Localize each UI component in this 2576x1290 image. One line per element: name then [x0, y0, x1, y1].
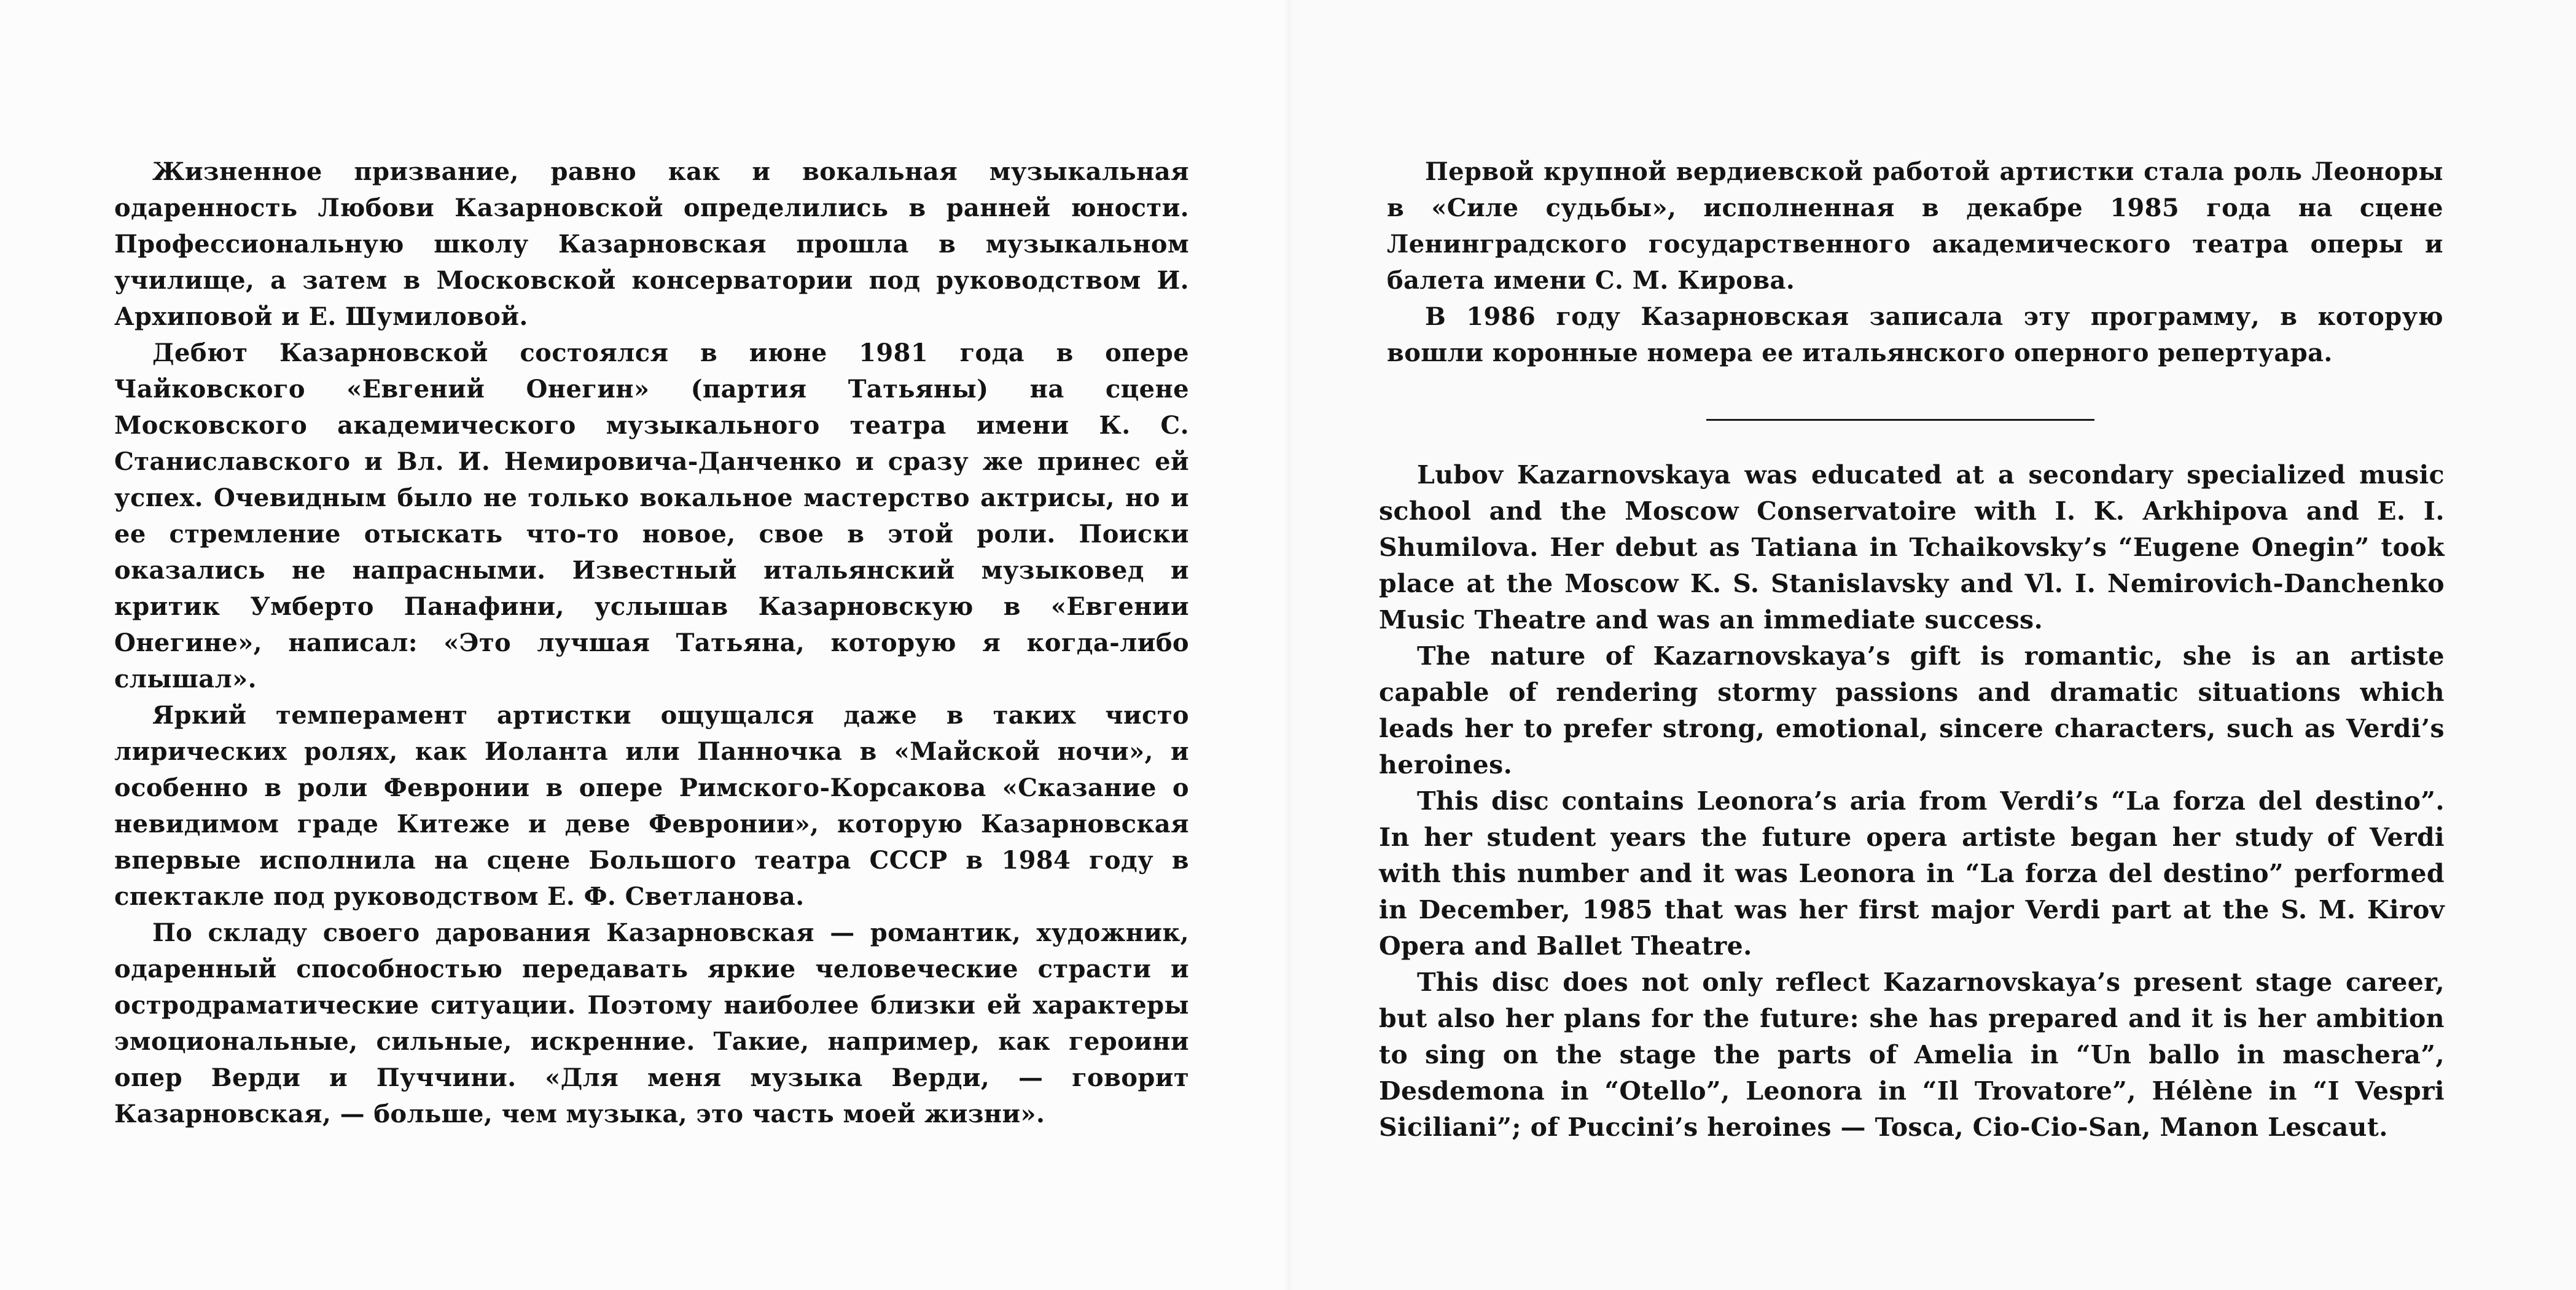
- left-paragraph-4: По складу своего дарования Казарновская — романтик, художник, одаренный способностью передавать яркие человеческие страсти и остродраматические ситуации. Поэтому наиболее близки ей характеры эмоциональные, сильные, искренние. Такие, например, как героини опер Верди и Пуччини. «Для меня музыка Верди, — говорит Казарновская, — больше, чем музыка, это часть моей жизни».: [114, 918, 1189, 1128]
- left-russian-text-column: [114, 154, 1189, 1132]
- right-russian-paragraph-1: Первой крупной вердиевской работой артистки стала роль Леоноры в «Силе судьбы», исполненная в декабре 1985 года на сцене Ленинградского государственного академического театра оперы и балета имени С. М. Кирова.: [1387, 157, 2443, 295]
- english-text-column: [1379, 457, 2445, 1146]
- section-divider: [1706, 419, 2094, 421]
- page-fold: [1282, 0, 1294, 1290]
- english-paragraph-4: This disc does not only reflect Kazarnovskaya’s present stage career, but also her plans for the future: she has prepared and it is her ambition to sing on the stage the parts of Amelia in “Un ballo in maschera”, Desdemona in “Otello”, Leonora in “Il Trovatore”, Hélène in “I Vespri Siciliani”; of Puccini’s heroines — Tosca, Cio-Cio-San, Manon Lescaut.: [1379, 968, 2445, 1142]
- english-paragraph-1: Lubov Kazarnovskaya was educated at a secondary specialized music school and the Moscow Conservatoire with I. K. Arkhipova and E. I. Shumilova. Her debut as Tatiana in Tchaikovsky’s “Eugene Onegin” took place at the Moscow K. S. Stanislavsky and Vl. I. Nemirovich-Danchenko Music Theatre and was an immediate success.: [1379, 460, 2445, 635]
- right-russian-text-column: [1387, 154, 2443, 371]
- left-paragraph-2: Дебют Казарновской состоялся в июне 1981 года в опере Чайковского «Евгений Онегин» (партия Татьяны) на сцене Московского академического музыкального театра имени К. С. Станиславского и Вл. И. Немировича-Данченко и сразу же принес ей успех. Очевидным было не только вокальное мастерство актрисы, но и ее стремление отыскать что-то новое, свое в этой роли. Поиски оказались не напрасными. Известный итальянский музыковед и критик Умберто Панафини, услышав Казарновскую в «Евгении Онегине», написал: «Это лучшая Татьяна, которую я когда-либо слышал».: [114, 338, 1189, 694]
- right-russian-paragraph-2: В 1986 году Казарновская записала эту программу, в которую вошли коронные номера ее итальянского оперного репертуара.: [1387, 302, 2443, 367]
- english-paragraph-3: This disc contains Leonora’s aria from Verdi’s “La forza del destino”. In her student years the future opera artiste began her study of Verdi with this number and it was Leonora in “La forza del destino” performed in December, 1985 that was her first major Verdi part at the S. M. Kirov Opera and Ballet Theatre.: [1379, 786, 2445, 961]
- english-paragraph-2: The nature of Kazarnovskaya’s gift is romantic, she is an artiste capable of rendering stormy passions and dramatic situations which leads her to prefer strong, emotional, sincere characters, such as Verdi’s heroines.: [1379, 641, 2445, 780]
- left-paragraph-1: Жизненное призвание, равно как и вокальная музыкальная одаренность Любови Казарновской определились в ранней юности. Профессиональную школу Казарновская прошла в музыкальном училище, а затем в Московской консерватории под руководством И. Архиповой и Е. Шумиловой.: [114, 157, 1189, 331]
- left-paragraph-3: Яркий темперамент артистки ощущался даже в таких чисто лирических ролях, как Иоланта или Панночка в «Майской ночи», и особенно в роли Февронии в опере Римского-Корсакова «Сказание о невидимом граде Китеже и деве Февронии», которую Казарновская впервые исполнила на сцене Большого театра СССР в 1984 году в спектакле под руководством Е. Ф. Светланова.: [114, 701, 1189, 911]
